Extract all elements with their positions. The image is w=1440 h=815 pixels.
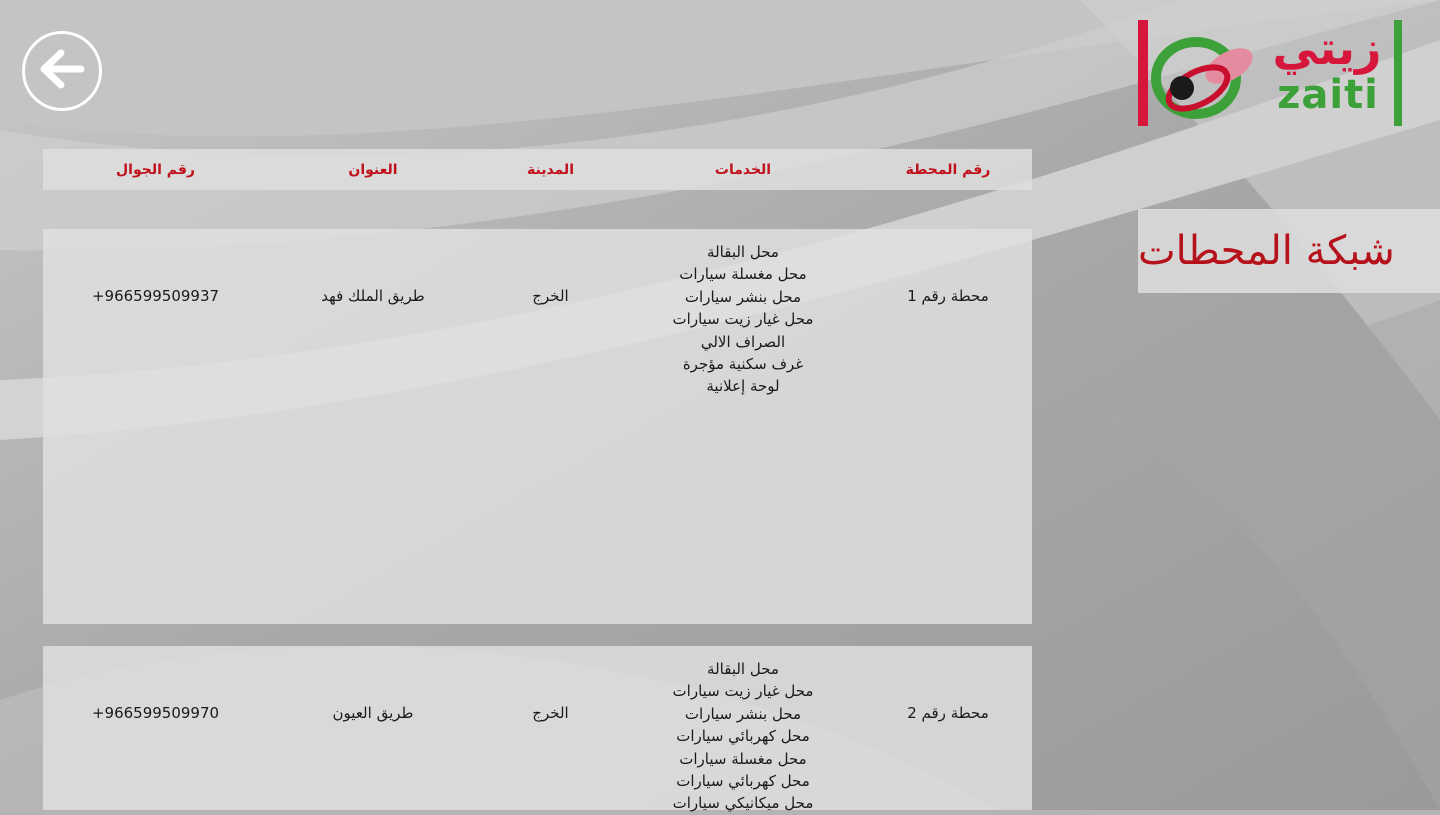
logo-latin-text: zaiti xyxy=(1277,72,1379,118)
service-item: محل كهربائي سيارات xyxy=(676,727,810,746)
service-item: غرف سكنية مؤجرة xyxy=(682,355,804,374)
phone-number: +966599509970 xyxy=(91,704,220,722)
logo-arabic-text: زيتي xyxy=(1272,21,1382,75)
city: الخرج xyxy=(532,287,569,305)
service-item: محل بنشر سيارات xyxy=(684,287,802,306)
services-list xyxy=(663,241,823,398)
phone-number: +966599509937 xyxy=(91,287,220,305)
table-header xyxy=(43,149,1032,190)
table-row[interactable] xyxy=(43,229,1032,624)
service-item: محل البقالة xyxy=(707,660,779,678)
column-header-phone: رقم الجوال xyxy=(116,162,195,178)
back-button[interactable] xyxy=(22,31,102,111)
service-item: محل البقالة xyxy=(707,243,779,261)
address: طريق الملك فهد xyxy=(321,287,425,305)
service-item: لوحة إعلانية xyxy=(706,377,780,396)
column-header-services: الخدمات xyxy=(714,162,772,178)
service-item: محل غيار زيت سيارات xyxy=(672,310,814,329)
services-list xyxy=(663,658,823,815)
column-header-station: رقم المحطة xyxy=(905,162,991,178)
station-number: محطة رقم 1 xyxy=(907,287,989,305)
city: الخرج xyxy=(532,704,569,722)
page-title: شبكة المحطات xyxy=(1138,209,1440,293)
address: طريق العيون xyxy=(332,704,414,722)
table-row[interactable] xyxy=(43,646,1032,813)
station-number: محطة رقم 2 xyxy=(907,704,989,722)
column-header-city: المدينة xyxy=(527,162,574,178)
service-item: محل كهربائي سيارات xyxy=(676,772,810,791)
service-item: محل غيار زيت سيارات xyxy=(672,682,814,701)
arrow-left-icon xyxy=(39,49,85,93)
column-header-address: العنوان xyxy=(348,162,398,178)
service-item: محل بنشر سيارات xyxy=(684,704,802,723)
service-item: محل ميكانيكي سيارات xyxy=(672,794,814,813)
service-item: الصراف الالي xyxy=(700,332,786,351)
service-item: محل مغسلة سيارات xyxy=(679,749,807,768)
service-item: محل مغسلة سيارات xyxy=(679,265,807,284)
